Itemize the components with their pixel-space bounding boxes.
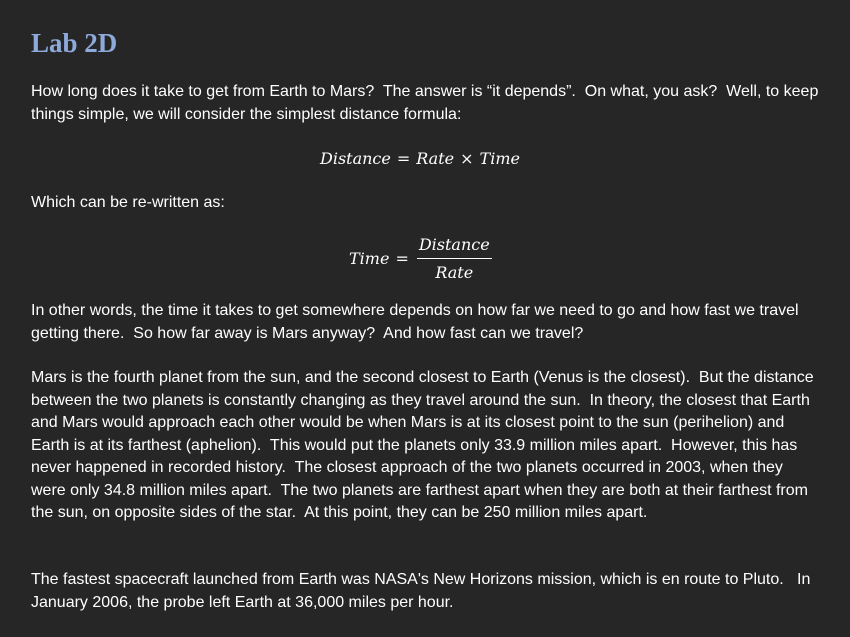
equals-sign: = xyxy=(396,149,411,168)
rewrite-text: Which can be re-written as: xyxy=(31,194,225,211)
paragraph-mars-distance: Mars is the fourth planet from the sun, and the second closest to Earth (Venus is the closest). But the distance between the two planets is constantly changing as they travel around the sun. In theory, the closest that Earth and Mars would approach each other would be when Mars is at its closest point to the sun (perihelion) and Earth is at its farthest (aphelion). This would put the planets only 33.9 million miles apart. However, this has never happened in recorded history. The closest approach of the two planets occurred in 2003, when they were only 34.8 million miles apart. The two planets are farthest apart when they are both at their farthest from the sun, on opposite sides of the star. At this point, they can be 250 million miles apart. xyxy=(31,369,819,521)
times-sign: × xyxy=(460,149,474,168)
rate-term: Rate xyxy=(416,149,455,168)
equals-sign: = xyxy=(395,249,409,268)
page-title: Lab 2D xyxy=(31,28,118,58)
time-equation xyxy=(349,235,492,282)
distance-equation xyxy=(320,149,520,168)
intro-paragraph: How long does it take to get from Earth to Mars? The answer is “it depends”. On what, you ask? Well, to keep things simple, we will consider the simplest distance formula: xyxy=(31,83,823,123)
paragraph-spacecraft: The fastest spacecraft launched from Earth was NASA's New Horizons mission, which is en route to Pluto. In January 2006, the probe left Earth at 36,000 miles per hour. xyxy=(31,571,815,611)
distance-term: Distance xyxy=(320,149,391,168)
time-term: Time xyxy=(349,249,390,268)
fraction-numerator: Distance xyxy=(417,235,492,259)
paragraph-how-far: In other words, the time it takes to get somewhere depends on how far we need to go and how fast we travel getting there. So how far away is Mars anyway? And how fast can we travel? xyxy=(31,302,803,342)
fraction xyxy=(417,235,492,282)
time-term: Time xyxy=(479,149,520,168)
fraction-denominator: Rate xyxy=(435,263,474,282)
